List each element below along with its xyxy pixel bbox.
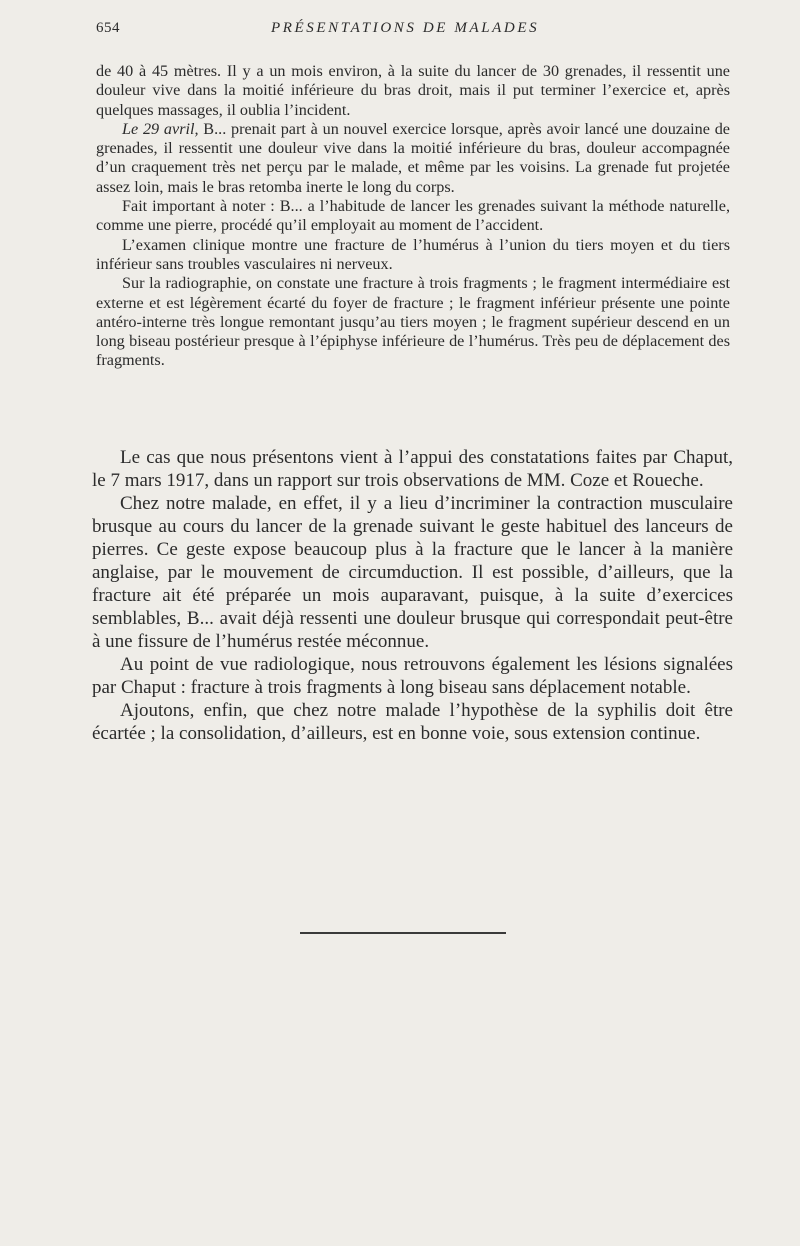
page-header: [96, 20, 726, 44]
paragraph-radiography: Sur la radiographie, on constate une fracture à trois fragments ; le fragment intermédiaire est externe et est légèrement écarté du foyer de fracture ; le fragment inférieur présente une pointe antéro-interne très longue remontant jusqu’au tiers moyen ; le fragment supérieur descend en un long biseau postérieur presque à l’épiphyse inférieure de l’humérus. Très peu de déplacement des fragments.: [96, 274, 730, 370]
paragraph-conclusion: Ajoutons, enfin, que chez notre malade l’hypothèse de la syphilis doit être écartée ; la consolidation, d’ailleurs, est en bonne voie, sous extension continue.: [92, 700, 733, 744]
paragraph-radiology: Au point de vue radiologique, nous retrouvons également les lésions signalées par Chaput : fracture à trois fragments à long biseau sans déplacement notable.: [92, 654, 733, 698]
paragraph-chaput: Le cas que nous présentons vient à l’appui des constatations faites par Chaput, le 7 mars 1917, dans un rapport sur trois observations de MM. Coze et Roueche.: [92, 447, 733, 491]
paragraph-mechanism: Chez notre malade, en effet, il y a lieu d’incriminer la contraction musculaire brusque au cours du lancer de la grenade suivant le geste habituel des lanceurs de pierres. Ce geste expose beaucoup plus à la fracture que le lancer à la manière anglaise, par le mouvement de circumduction. Il est possible, d’ailleurs, que la fracture ait été préparée un mois auparavant, puisque, à la suite d’exercices semblables, B... avait déjà ressenti une douleur brusque qui correspondait peut-être à une fissure de l’humérus restée méconnue.: [92, 493, 733, 652]
discussion-block: [92, 446, 733, 745]
paragraph-injury: [96, 120, 730, 197]
paragraph-throwing-method: Fait important à noter : B... a l’habitude de lancer les grenades suivant la méthode naturelle, comme une pierre, procédé qu’il employait au moment de l’accident.: [96, 197, 730, 235]
date-italic: Le 29 avril,: [122, 119, 199, 138]
running-title: PRÉSENTATIONS DE MALADES: [271, 20, 540, 36]
section-end-rule: [300, 932, 506, 934]
paragraph-onset: de 40 à 45 mètres. Il y a un mois environ, à la suite du lancer de 30 grenades, il ressentit une douleur vive dans la moitié inférieure du bras droit, mais il put terminer l’exercice et, après quelques massages, il oublia l’incident.: [96, 62, 730, 119]
case-report-block: [96, 62, 730, 371]
page-number: 654: [96, 20, 120, 36]
paragraph-injury-text: B... prenait part à un nouvel exercice lorsque, après avoir lancé une douzaine de grenades, il ressentit une douleur vive dans la moitié inférieure du bras, douleur accompagnée d’un craquement très net perçu par le malade, et même par les voisins. La grenade fut projetée assez loin, mais le bras retomba inerte le long du corps.: [96, 119, 730, 196]
paragraph-clinical-exam: L’examen clinique montre une fracture de l’humérus à l’union du tiers moyen et du tiers inférieur sans troubles vasculaires ni nerveux.: [96, 235, 730, 273]
